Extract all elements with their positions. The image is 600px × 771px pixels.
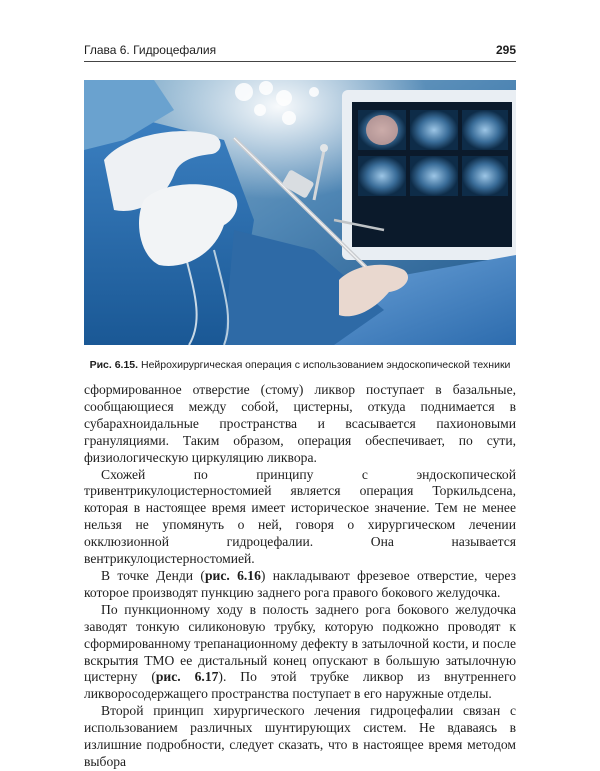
caption-text: Нейрохирургическая операция с использованием эндоскопической техники bbox=[141, 359, 511, 371]
paragraph-text: Второй принцип хирургического лечения гидроцефалии связан с использованием различных шунтирующих систем. Не вдаваясь в излишние подробности, следует сказать, что в настоящее время методом выбора bbox=[84, 703, 516, 769]
figure-reference: рис. 6.17 bbox=[155, 669, 219, 685]
paragraph bbox=[84, 703, 516, 771]
page-number: 295 bbox=[495, 43, 516, 57]
paragraph-text: ). По этой трубке ликвор из внутреннего ликворосодержащего пространства поступает в его наружные отделы. bbox=[84, 669, 516, 702]
paragraph bbox=[84, 467, 516, 568]
figure-photo bbox=[84, 80, 516, 345]
caption-label: Рис. 6.15. bbox=[89, 359, 139, 371]
header-divider bbox=[84, 61, 516, 62]
paragraph-text: По пункционному ходу в полость заднего рога бокового желудочка заводят тонкую силиконовую трубку, которую подкожно проводят к сформированному трепанационному дефекту в затылочной кости, и после вскрытия ТМО ее дистальный конец опускают в большую затылочную цистерну ( bbox=[84, 601, 516, 685]
chapter-title: Глава 6. Гидроцефалия bbox=[84, 43, 217, 57]
paragraph-text: Схожей по принципу с эндоскопической тривентрикулоцистерностомией является операция Торкильдсена, которая в настоящее время имеет историческое значение. Тем не менее нельзя не упомянуть о ней, говоря о хирургическом лечении окклюзионной гидроцефалии. Она называется вентрикулоцистерностомией. bbox=[84, 466, 516, 567]
paragraph-text: ) накладывают фрезевое отверстие, через которое производят пункцию заднего рога правого бокового желудочка. bbox=[84, 567, 516, 600]
paragraph bbox=[84, 602, 516, 703]
body-text bbox=[84, 382, 516, 771]
paragraph bbox=[84, 568, 516, 602]
figure-caption bbox=[84, 359, 516, 372]
paragraph-text: сформированное отверстие (стому) ликвор поступает в базальные, сообщающиеся между собой, цистерны, откуда поднимается в субарахноидальные пространства и всасывается пахионовыми грануляциями. Таким образом, операция обеспечивает, по сути, физиологическую циркуляцию ликвора. bbox=[84, 382, 516, 465]
paragraph bbox=[84, 382, 516, 467]
figure-reference: рис. 6.16 bbox=[204, 567, 261, 583]
paragraph-text: В точке Денди ( bbox=[101, 567, 205, 583]
